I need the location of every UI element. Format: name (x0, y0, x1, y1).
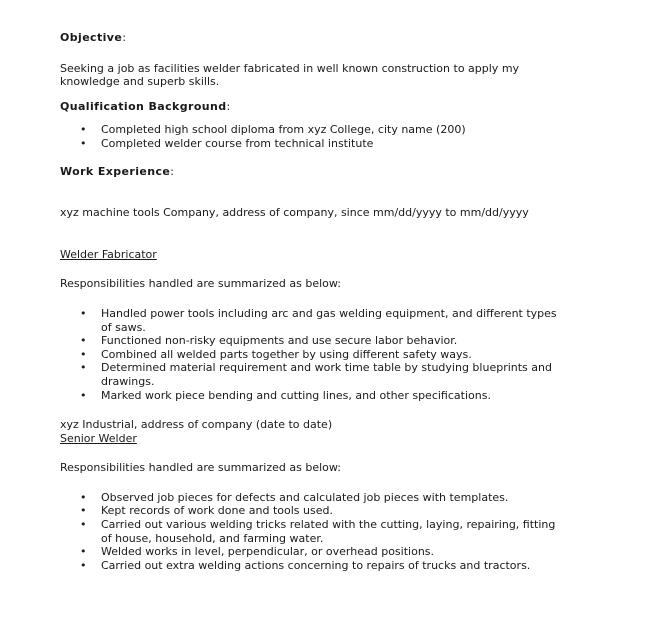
list-item: • Carried out various welding tricks related with the cutting, laying, repairing, fitting of house, household, and farming water. (80, 518, 556, 545)
bullet-icon: • (80, 504, 87, 518)
qualification-heading: Qualification Background: (60, 99, 231, 113)
work-experience-heading: Work Experience: (60, 164, 175, 178)
list-item: • Completed high school diploma from xyz College, city name (200) (80, 123, 466, 137)
bullet-icon: • (80, 545, 87, 559)
objective-heading: Objective: (60, 31, 127, 44)
job-title: Welder Fabricator (60, 247, 157, 261)
responsibilities-list (60, 491, 560, 573)
list-item: • Handled power tools including arc and gas welding equipment, and different types of saws. (80, 306, 557, 334)
bullet-icon: • (80, 490, 87, 504)
bullet-icon: • (80, 347, 87, 361)
job-title: Senior Welder (60, 431, 137, 445)
list-item: • Combined all welded parts together by using different safety ways. (80, 347, 472, 361)
bullet-icon: • (80, 361, 87, 375)
list-item: • Observed job pieces for defects and calculated job pieces with templates. (80, 490, 509, 504)
job-company: xyz Industrial, address of company (date to date) (60, 418, 333, 432)
bullet-icon: • (80, 558, 87, 572)
bullet-icon: • (80, 518, 87, 532)
list-item: • Completed welder course from technical institute (80, 136, 374, 150)
responsibilities-intro: Responsibilities handled are summarized as below: (60, 277, 341, 291)
list-item: • Functioned non-risky equipments and use secure labor behavior. (80, 334, 458, 348)
responsibilities-list (60, 307, 560, 402)
list-item: • Determined material requirement and work time table by studying blueprints and drawings. (80, 361, 552, 388)
bullet-icon: • (80, 123, 87, 137)
objective-text: Seeking a job as facilities welder fabricated in well known construction to apply my knowledge and superb skills. (60, 61, 520, 89)
bullet-icon: • (80, 306, 87, 320)
resume-document (60, 31, 560, 572)
list-item: • Carried out extra welding actions concerning to repairs of trucks and tractors. (80, 558, 531, 572)
responsibilities-intro: Responsibilities handled are summarized as below: (60, 461, 341, 475)
list-item: • Marked work piece bending and cutting lines, and other specifications. (80, 388, 491, 402)
list-item: • Welded works in level, perpendicular, or overhead positions. (80, 545, 435, 559)
qualification-list (60, 123, 560, 150)
bullet-icon: • (80, 136, 87, 150)
bullet-icon: • (80, 334, 87, 348)
job-company: xyz machine tools Company, address of company, since mm/dd/yyyy to mm/dd/yyyy (60, 206, 529, 220)
list-item: • Kept records of work done and tools used. (80, 504, 333, 518)
bullet-icon: • (80, 388, 87, 402)
